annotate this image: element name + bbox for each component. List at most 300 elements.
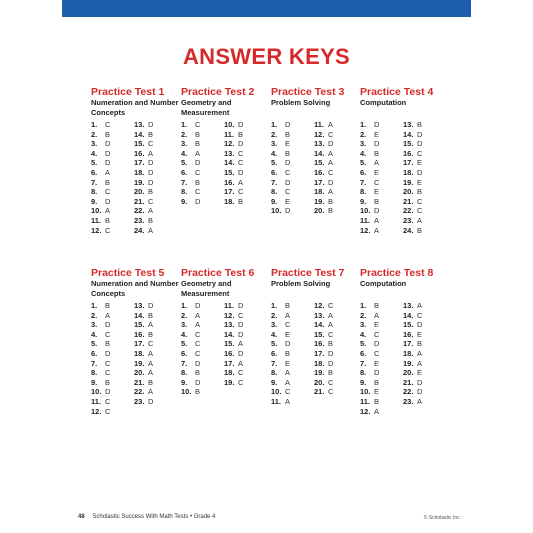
test-subtitle: Geometry and Measurement [181,98,232,117]
answer-letter: B [195,177,201,187]
answer-column [360,301,403,416]
question-number: 1. [181,120,188,129]
answer-item [271,178,314,188]
answer-letter: A [105,310,111,320]
question-number: 14. [314,148,325,158]
question-number: 7. [181,358,188,368]
answer-letter: A [328,148,334,158]
question-number: 18. [314,187,325,197]
answer-item [91,311,134,321]
answer-item [91,149,134,159]
answer-column [271,120,314,216]
answer-letter: E [417,177,423,187]
answer-item [134,158,177,168]
answer-item [134,139,177,149]
answer-letter: D [238,329,244,339]
answer-letter: A [374,406,380,416]
question-number: 6. [181,348,188,358]
answer-letter: A [148,320,154,330]
answer-item [271,359,314,369]
answer-item [134,216,177,226]
answer-item [271,311,314,321]
question-number: 11. [360,215,371,225]
answer-letter: D [238,301,244,310]
answer-item [181,130,224,140]
question-number: 7. [91,177,98,187]
header-bar [62,0,471,17]
answer-letter: D [417,387,423,397]
question-number: 16. [314,339,325,349]
answer-letter: C [105,368,111,378]
answer-item [134,178,177,188]
question-number: 19. [224,377,235,387]
answer-letter: A [417,348,423,358]
answer-column [314,301,357,407]
question-number: 15. [224,339,235,349]
question-number: 8. [181,187,188,197]
practice-test-6 [181,267,269,397]
practice-test-7 [271,267,359,407]
question-number: 15. [403,320,414,330]
answer-letter: E [285,358,291,368]
question-number: 21. [134,196,145,206]
answer-item [314,158,357,168]
practice-test-1 [91,86,179,235]
answer-letter: C [238,148,244,158]
answer-letter: C [195,348,201,358]
answer-letter: B [148,329,154,339]
question-number: 15. [224,167,235,177]
answer-item [271,158,314,168]
answer-item [271,349,314,359]
question-number: 18. [224,196,235,206]
question-number: 10. [91,387,102,397]
question-number: 24. [403,225,414,235]
question-number: 8. [271,368,278,378]
question-number: 6. [181,167,188,177]
answer-item [181,187,224,197]
answer-item [134,301,177,311]
answer-item [403,216,446,226]
answer-item [360,320,403,330]
answer-letter: A [195,310,201,320]
question-number: 2. [181,310,188,320]
answer-letter: D [105,387,111,397]
answer-item [91,168,134,178]
answer-item [360,378,403,388]
question-number: 7. [360,177,367,187]
question-number: 13. [314,310,325,320]
test-subtitle: Numeration and Number Concepts [91,98,179,117]
answer-letter: B [374,196,380,206]
question-number: 12. [314,301,325,310]
question-number: 22. [403,387,414,397]
answer-letter: D [285,158,291,168]
answer-letter: B [105,177,111,187]
question-number: 7. [181,177,188,187]
question-number: 14. [134,310,145,320]
answer-letter: D [148,301,154,310]
answer-letter: E [417,158,423,168]
answer-letter: D [374,206,380,216]
answer-item [360,387,403,397]
question-number: 14. [224,329,235,339]
answer-item [91,368,134,378]
answer-item [224,120,267,130]
answer-letter: B [417,339,423,349]
question-number: 14. [224,158,235,168]
answer-letter: B [374,301,380,310]
answer-letter: D [374,139,380,149]
answer-letter: C [417,148,423,158]
question-number: 23. [403,215,414,225]
question-number: 8. [91,368,98,378]
question-number: 4. [91,329,98,339]
question-number: 1. [271,301,278,310]
question-number: 12. [360,406,371,416]
answer-item [134,149,177,159]
question-number: 20. [134,187,145,197]
answer-column [314,120,357,216]
question-number: 10. [271,387,282,397]
question-number: 22. [134,206,145,216]
question-number: 1. [360,120,367,129]
answer-item [91,407,134,417]
answer-letter: B [328,196,334,206]
answer-letter: B [328,339,334,349]
answer-item [314,320,357,330]
answer-letter: D [417,139,423,149]
answer-letter: D [417,377,423,387]
answer-letter: A [148,148,154,158]
test-title: Practice Test 2 [181,86,255,98]
answer-item [314,387,357,397]
test-subtitle: Computation [360,98,407,107]
answer-letter: A [374,215,380,225]
answer-letter: E [374,187,380,197]
answer-letter: A [374,158,380,168]
answer-item [181,378,224,388]
question-number: 11. [91,215,102,225]
question-number: 6. [360,167,367,177]
answer-item [360,359,403,369]
answer-columns [360,120,448,235]
answer-letter: B [105,215,111,225]
answer-item [314,339,357,349]
question-number: 17. [403,339,414,349]
answer-letter: B [148,215,154,225]
question-number: 11. [91,396,102,406]
question-number: 4. [91,148,98,158]
test-title: Practice Test 4 [360,86,434,98]
answer-item [271,149,314,159]
test-title: Practice Test 3 [271,86,345,98]
question-number: 23. [134,215,145,225]
question-number: 3. [271,139,278,149]
answer-item [91,216,134,226]
answer-letter: D [374,120,380,129]
answer-item [224,130,267,140]
answer-item [91,349,134,359]
question-number: 16. [134,148,145,158]
answer-column [134,301,177,416]
answer-item [360,368,403,378]
question-number: 17. [314,177,325,187]
answer-letter: B [374,148,380,158]
question-number: 11. [314,120,325,129]
question-number: 20. [314,377,325,387]
answer-item [360,197,403,207]
question-number: 9. [181,196,188,206]
answer-letter: D [105,158,111,168]
test-subtitle: Problem Solving [271,98,331,107]
answer-letter: D [148,120,154,129]
answer-item [134,130,177,140]
answer-item [403,197,446,207]
answer-letter: A [328,158,334,168]
question-number: 2. [271,310,278,320]
answer-letter: D [238,348,244,358]
answer-item [360,339,403,349]
question-number: 9. [91,377,98,387]
answer-item [403,226,446,236]
answer-item [403,301,446,311]
answer-column [134,120,177,235]
question-number: 20. [314,206,325,216]
answer-item [314,130,357,140]
answer-letter: C [195,120,201,129]
answer-letter: C [328,301,334,310]
answer-letter: A [238,177,244,187]
answer-letter: A [148,358,154,368]
question-number: 19. [314,196,325,206]
answer-letter: B [417,187,423,197]
answer-letter: A [417,301,423,310]
answer-letter: D [148,396,154,406]
question-number: 5. [360,339,367,349]
answer-letter: E [374,320,380,330]
answer-letter: A [195,148,201,158]
answer-item [360,139,403,149]
answer-letter: A [148,368,154,378]
answer-item [224,378,267,388]
question-number: 1. [91,120,98,129]
question-number: 9. [181,377,188,387]
question-number: 11. [224,301,235,310]
answer-letter: A [328,120,334,129]
answer-letter: B [105,339,111,349]
test-title: Practice Test 8 [360,267,434,279]
answer-letter: B [374,396,380,406]
answer-letter: D [105,139,111,149]
answer-letter: A [148,348,154,358]
answer-item [134,311,177,321]
answer-letter: D [105,148,111,158]
answer-letter: C [195,187,201,197]
answer-item [224,311,267,321]
answer-letter: D [195,377,201,387]
answer-letter: B [238,129,244,139]
answer-letter: D [195,358,201,368]
question-number: 12. [224,310,235,320]
answer-item [224,359,267,369]
answer-item [360,397,403,407]
question-number: 16. [403,148,414,158]
answer-item [360,407,403,417]
question-number: 17. [403,158,414,168]
answer-item [314,187,357,197]
answer-item [134,378,177,388]
answer-letter: D [148,177,154,187]
question-number: 9. [91,196,98,206]
question-number: 5. [91,339,98,349]
question-number: 20. [403,368,414,378]
answer-item [271,378,314,388]
answer-letter: C [374,329,380,339]
answer-item [314,168,357,178]
answer-columns [271,120,359,216]
answer-letter: C [328,387,334,397]
answer-item [314,378,357,388]
answer-item [134,320,177,330]
question-number: 8. [360,187,367,197]
answer-item [403,178,446,188]
answer-item [91,120,134,130]
answer-letter: A [148,387,154,397]
answer-letter: C [105,120,111,129]
answer-column [224,120,267,206]
question-number: 19. [403,177,414,187]
test-title: Practice Test 7 [271,267,345,279]
answer-item [134,349,177,359]
answer-item [224,197,267,207]
test-title: Practice Test 1 [91,86,165,98]
question-number: 9. [360,196,367,206]
question-number: 8. [181,368,188,378]
answer-item [134,330,177,340]
answer-item [271,368,314,378]
question-number: 10. [91,206,102,216]
question-number: 5. [271,158,278,168]
answer-letter: D [374,368,380,378]
answer-item [360,216,403,226]
question-number: 15. [134,320,145,330]
answer-columns [271,301,359,407]
question-number: 13. [224,320,235,330]
question-number: 5. [360,158,367,168]
practice-test-4 [360,86,448,235]
answer-letter: A [105,206,111,216]
answer-column [360,120,403,235]
question-number: 4. [271,329,278,339]
answer-letter: C [105,396,111,406]
answer-item [403,168,446,178]
answer-item [224,330,267,340]
question-number: 10. [360,206,371,216]
question-number: 8. [91,187,98,197]
question-number: 17. [314,348,325,358]
question-number: 11. [360,396,371,406]
answer-item [181,387,224,397]
book-title: Scholastic Success With Math Tests • Grade 4 [92,514,216,520]
answer-item [314,349,357,359]
answer-item [91,197,134,207]
answer-letter: A [285,368,291,378]
answer-letter: A [105,167,111,177]
answer-letter: B [374,377,380,387]
answer-item [360,158,403,168]
answer-letter: D [285,206,291,216]
question-number: 12. [314,129,325,139]
answer-letter: D [417,320,423,330]
answer-letter: D [195,158,201,168]
question-number: 11. [271,396,282,406]
answer-letter: D [105,348,111,358]
question-number: 18. [314,358,325,368]
answer-letter: D [285,177,291,187]
question-number: 3. [91,139,98,149]
answer-item [360,187,403,197]
answer-item [134,226,177,236]
answer-item [224,168,267,178]
answer-letter: B [148,187,154,197]
question-number: 6. [271,167,278,177]
answer-letter: A [148,225,154,235]
answer-letter: B [195,387,201,397]
answer-item [314,149,357,159]
answer-item [314,311,357,321]
answer-item [314,120,357,130]
question-number: 18. [403,167,414,177]
answer-item [224,320,267,330]
answer-letter: E [374,387,380,397]
answer-letter: C [238,310,244,320]
answer-item [181,320,224,330]
answer-letter: A [148,206,154,216]
question-number: 1. [360,301,367,310]
answer-letter: D [374,339,380,349]
answer-column [403,301,446,416]
question-number: 6. [360,348,367,358]
answer-letter: C [148,196,154,206]
answer-letter: B [148,377,154,387]
answer-item [360,149,403,159]
answer-item [134,168,177,178]
question-number: 7. [91,358,98,368]
answer-letter: D [328,358,334,368]
answer-letter: C [105,358,111,368]
answer-letter: C [148,139,154,149]
answer-letter: C [285,167,291,177]
answer-item [134,120,177,130]
question-number: 21. [403,377,414,387]
question-number: 24. [134,225,145,235]
answer-letter: C [328,129,334,139]
question-number: 10. [181,387,192,397]
answer-letter: D [285,339,291,349]
answer-item [360,301,403,311]
answer-item [91,187,134,197]
test-title: Practice Test 5 [91,267,165,279]
answer-item [271,330,314,340]
question-number: 13. [224,148,235,158]
answer-letter: C [328,329,334,339]
answer-item [91,130,134,140]
page-number: 48 [78,514,85,520]
question-number: 18. [403,348,414,358]
answer-item [181,339,224,349]
answer-item [181,178,224,188]
